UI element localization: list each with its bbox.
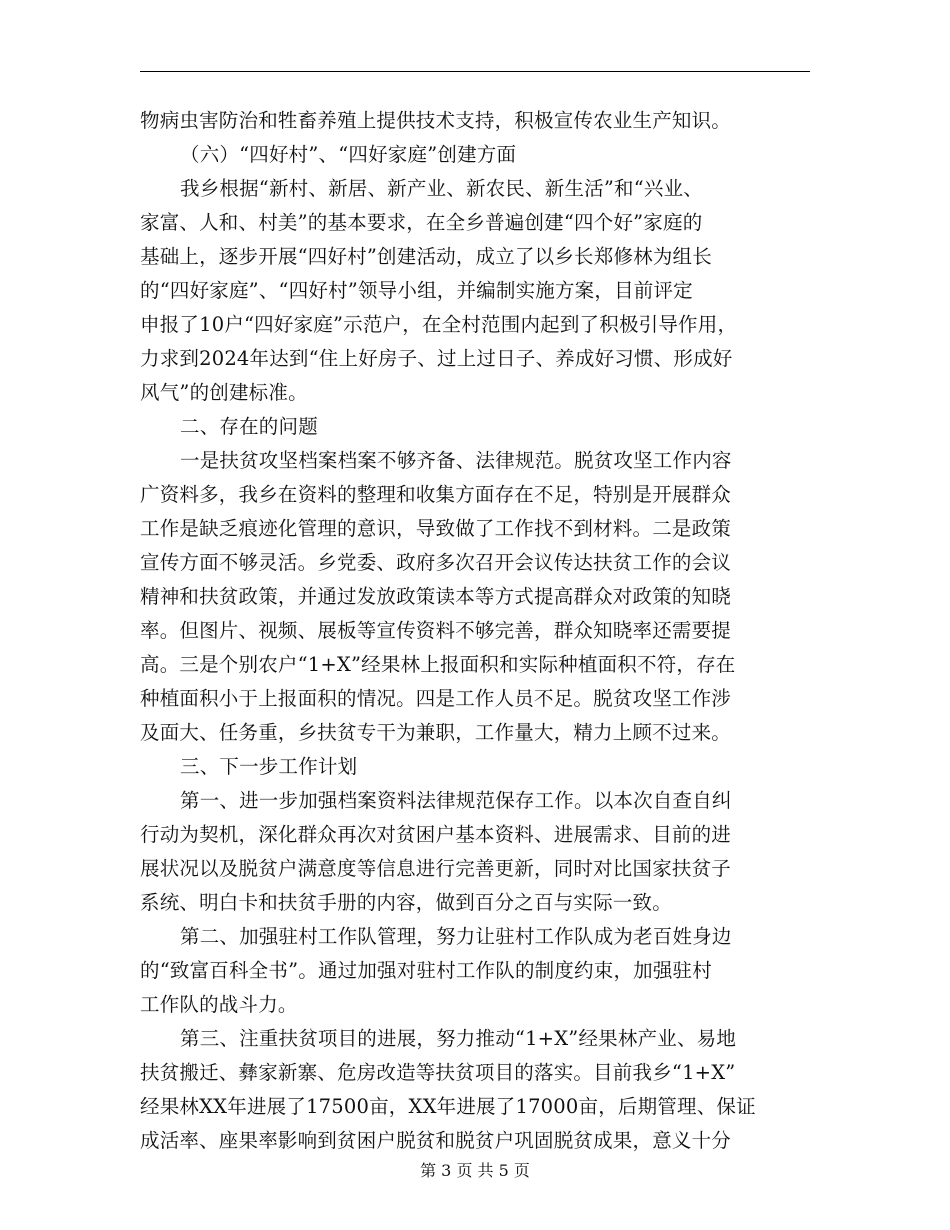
text-line: 力求到2024年达到“住上好房子、过上过日子、养成好习惯、形成好 — [140, 347, 733, 370]
text-line: 工作是缺乏痕迹化管理的意识，导致做了工作找不到材料。二是政策 — [140, 517, 732, 540]
text-line: 系统、明白卡和扶贫手册的内容，做到百分之百与实际一致。 — [140, 891, 672, 914]
text-line: 展状况以及脱贫户满意度等信息进行完善更新，同时对比国家扶贫子 — [140, 857, 732, 880]
text-line: 宣传方面不够灵活。乡党委、政府多次召开会议传达扶贫工作的会议 — [140, 551, 732, 574]
text-line: 第三、注重扶贫项目的进展，努力推动“1+X”经果林产业、易地 — [180, 1027, 737, 1050]
text-line: 第二、加强驻村工作队管理，努力让驻村工作队成为老百姓身边 — [180, 925, 732, 948]
text-line: 种植面积小于上报面积的情况。四是工作人员不足。脱贫攻坚工作涉 — [140, 687, 732, 710]
text-line: 基础上，逐步开展“四好村”创建活动，成立了以乡长郑修林为组长 — [140, 245, 712, 268]
text-line: 率。但图片、视频、展板等宣传资料不够完善，群众知晓率还需要提 — [140, 619, 732, 642]
text-line: （六）“四好村”、“四好家庭”创建方面 — [180, 143, 517, 166]
text-line: 的“致富百科全书”。通过加强对驻村工作队的制度约束，加强驻村 — [140, 959, 712, 982]
text-line: 二、存在的问题 — [180, 415, 318, 438]
text-line: 及面大、任务重，乡扶贫专干为兼职，工作量大，精力上顾不过来。 — [140, 721, 732, 744]
text-line: 我乡根据“新村、新居、新产业、新农民、新生活”和“兴业、 — [180, 177, 704, 200]
text-line: 行动为契机，深化群众再次对贫困户基本资料、进展需求、目前的进 — [140, 823, 732, 846]
text-line: 家富、人和、村美”的基本要求，在全乡普遍创建“四个好”家庭的 — [140, 211, 703, 234]
text-line: 工作队的战斗力。 — [140, 993, 298, 1016]
text-line: 物病虫害防治和牲畜养殖上提供技术支持，积极宣传农业生产知识。 — [140, 109, 732, 132]
page-number-footer: 第 3 页 共 5 页 — [420, 1161, 530, 1180]
header-rule — [140, 71, 810, 72]
text-line: 高。三是个别农户“1+X”经果林上报面积和实际种植面积不符，存在 — [140, 653, 736, 676]
document-body — [140, 104, 810, 1158]
text-line: 经果林XX年进展了17500亩，XX年进展了17000亩，后期管理、保证 — [140, 1095, 756, 1118]
text-line: 广资料多，我乡在资料的整理和收集方面存在不足，特别是开展群众 — [140, 483, 732, 506]
text-line: 三、下一步工作计划 — [180, 755, 358, 778]
text-line: 的“四好家庭”、“四好村”领导小组，并编制实施方案，目前评定 — [140, 279, 693, 302]
text-line: 成活率、座果率影响到贫困户脱贫和脱贫户巩固脱贫成果，意义十分 — [140, 1129, 732, 1152]
text-line: 一是扶贫攻坚档案档案不够齐备、法律规范。脱贫攻坚工作内容 — [180, 449, 732, 472]
text-line: 申报了10户“四好家庭”示范户，在全村范围内起到了积极引导作用， — [140, 313, 738, 336]
text-line: 第一、进一步加强档案资料法律规范保存工作。以本次自查自纠 — [180, 789, 732, 812]
text-line: 精神和扶贫政策，并通过发放政策读本等方式提高群众对政策的知晓 — [140, 585, 732, 608]
text-line: 扶贫搬迁、彝家新寨、危房改造等扶贫项目的落实。目前我乡“1+X” — [140, 1061, 736, 1084]
text-line: 风气”的创建标准。 — [140, 381, 308, 404]
